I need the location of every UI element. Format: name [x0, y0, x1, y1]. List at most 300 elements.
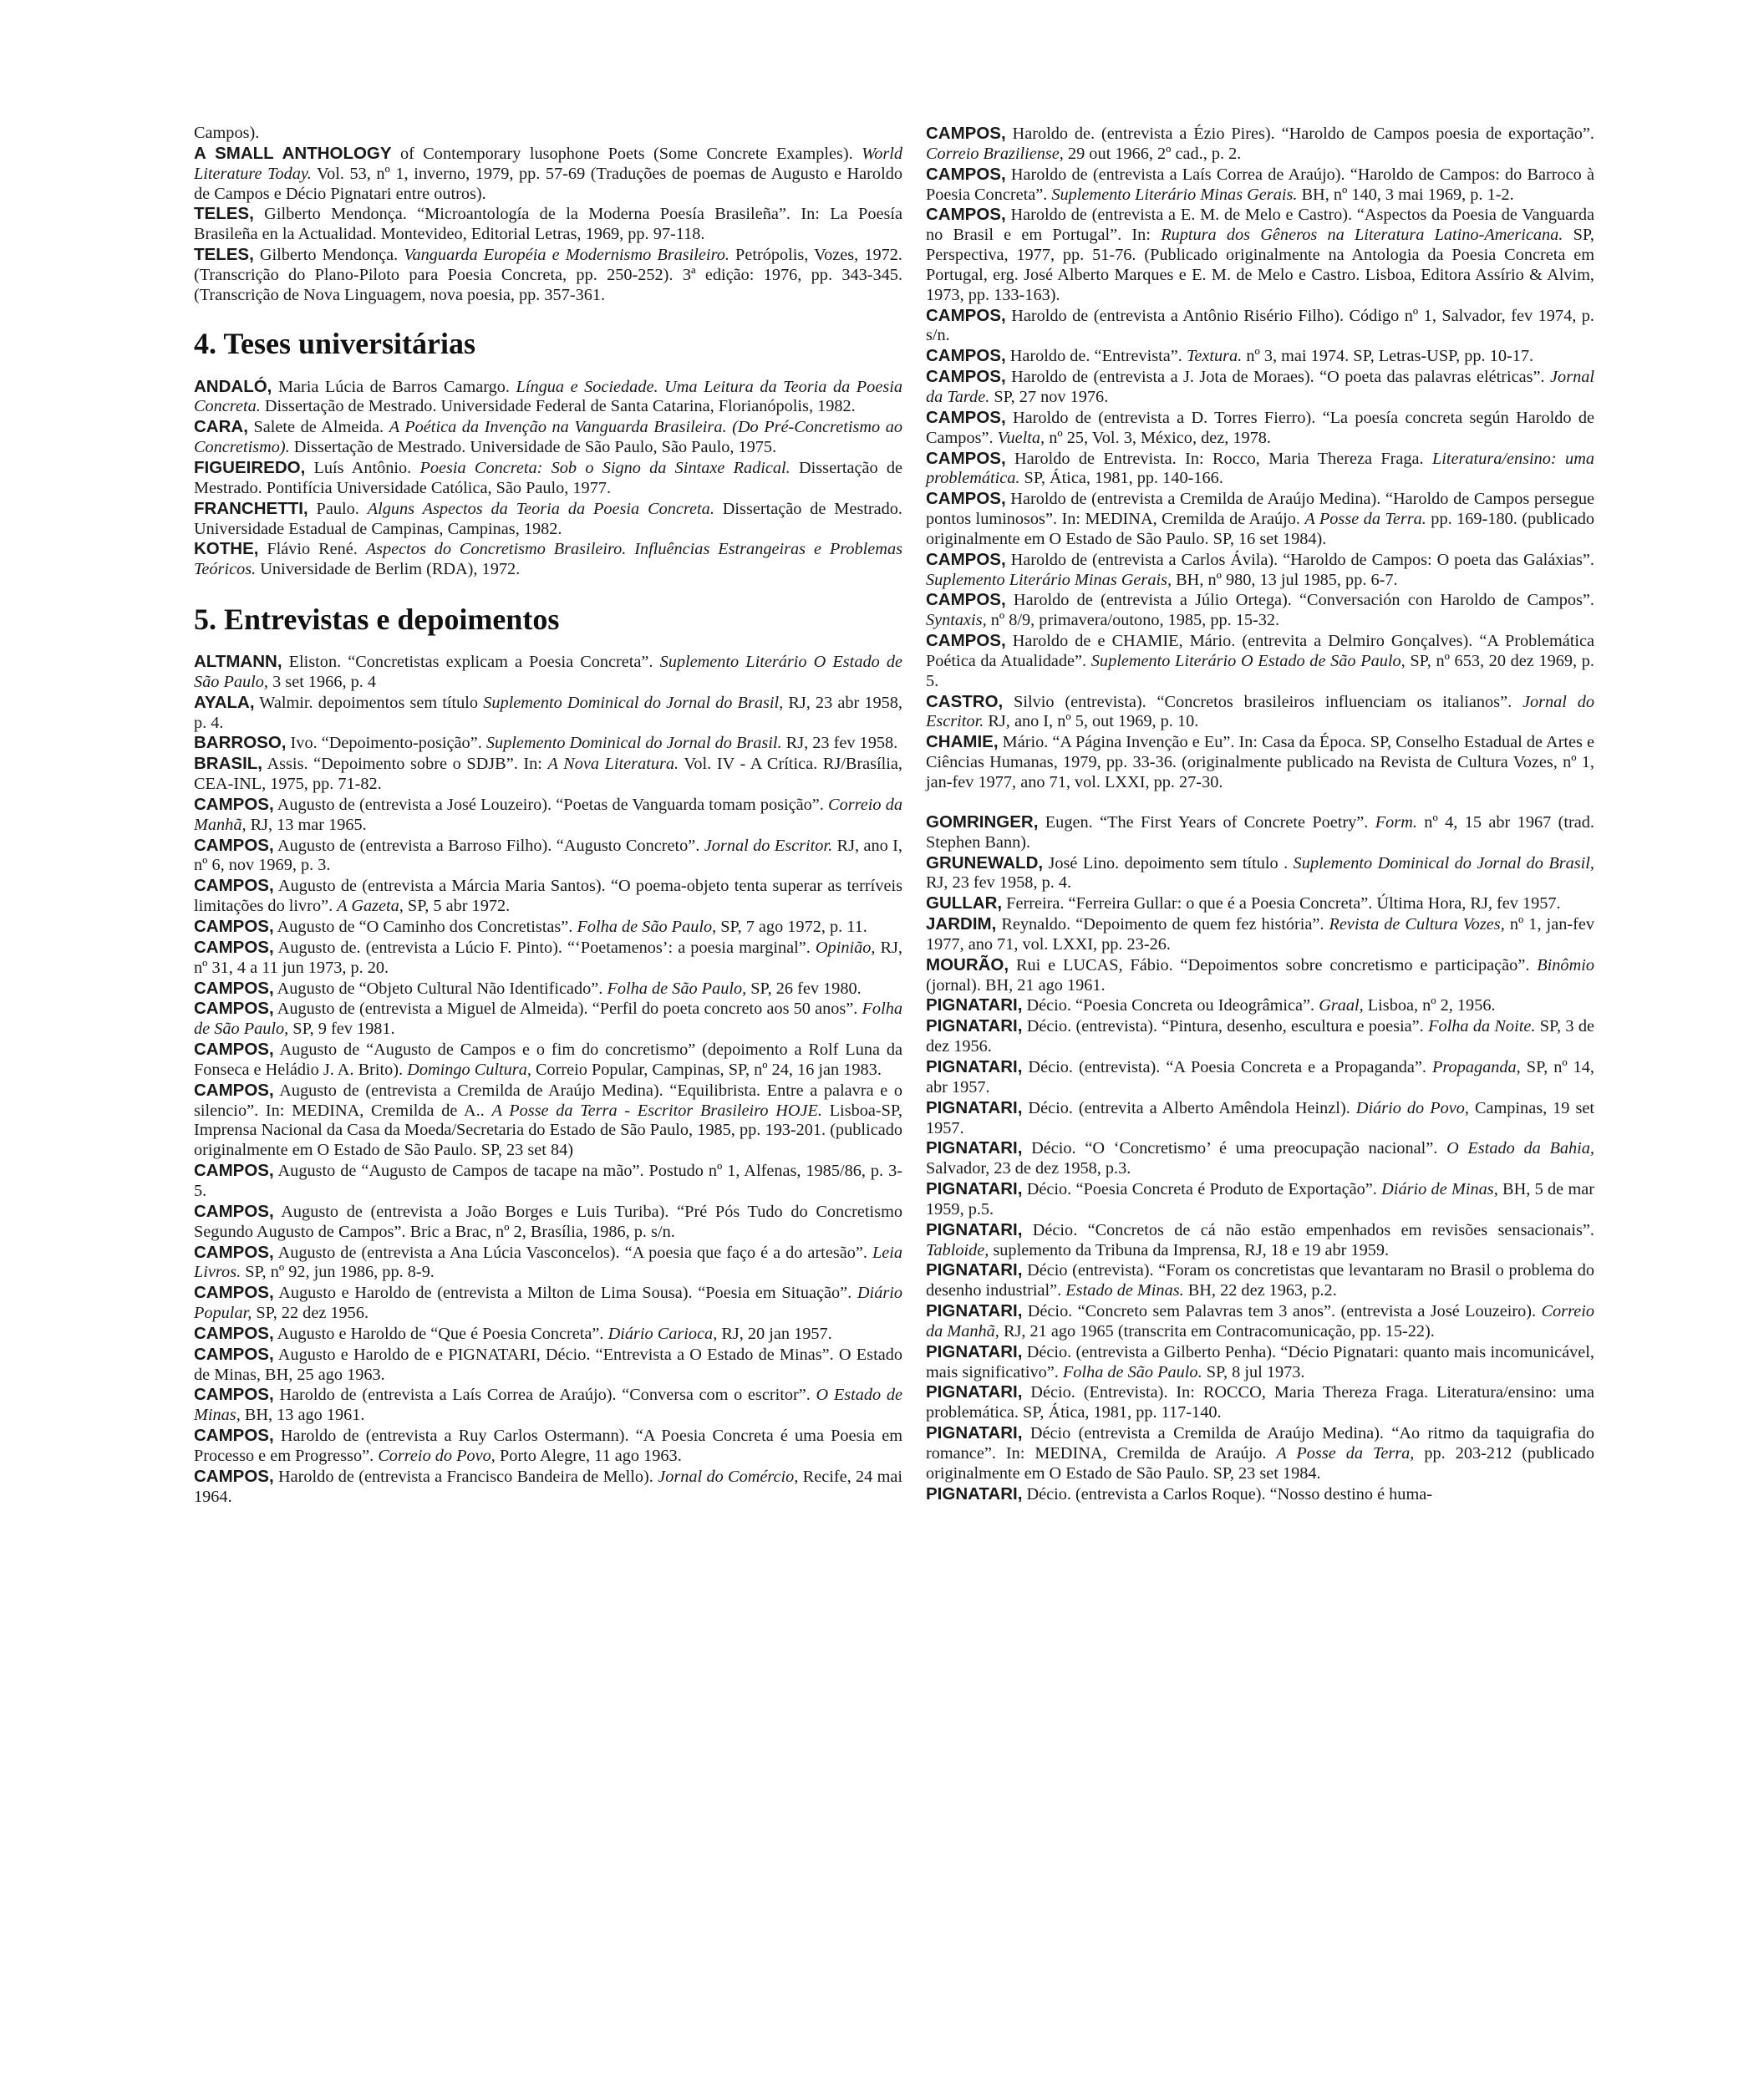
bibliography-entry — [194, 124, 902, 144]
bibliography-entry — [926, 1179, 1594, 1220]
entry-details: SP, Perspectiva, 1977, pp. 51-76. (Publicado originalmente na Antologia da Poesia Concreta em Portugal, erg. José Alberto Marques e E. M. de Melo e Castro. Lisboa, Editora Assírio & Alvim, 1973, pp. 133-163). — [926, 226, 1594, 304]
entry-details: 3 set 1966, p. 4 — [268, 672, 377, 691]
entry-text: Décio. (entrevista a Gilberto Penha). “Décio Pignatari: quanto mais incomunicável, mais significativo”. — [926, 1342, 1594, 1381]
entry-text: Augusto e Haroldo de “Que é Poesia Concreta”. — [273, 1324, 608, 1343]
entry-author: CARA, — [194, 417, 248, 437]
entry-details: SP, 26 fev 1980. — [746, 979, 862, 998]
entry-text: Augusto de (entrevista a Ana Lúcia Vasconcelos). “A poesia que faço é a do artesão”. — [273, 1243, 872, 1262]
entry-details: RJ, 23 abr 1958, p. 4. — [194, 693, 902, 732]
entry-author: CAMPOS, — [194, 1242, 274, 1262]
entry-author: CAMPOS, — [926, 205, 1006, 225]
entry-author: CAMPOS, — [194, 1161, 274, 1181]
entry-text: Haroldo de (entrevista a Júlio Ortega). “Conversación con Haroldo de Campos”. — [1005, 591, 1594, 610]
entry-author: FIGUEIREDO, — [194, 457, 306, 477]
entry-text: Décio. “Concretos de cá não estão empenhados em revisões sensacionais”. — [1022, 1220, 1594, 1239]
bibliography-entry — [194, 417, 902, 458]
entry-text: Décio (entrevista). “Foram os concretistas que levantaram no Brasil o problema do desenho industrial”. — [926, 1261, 1594, 1300]
bibliography-entry — [926, 1423, 1594, 1484]
entry-details: RJ, 21 ago 1965 (transcrita em Contracomunicação, pp. 15-22). — [999, 1321, 1435, 1341]
entry-text: Décio. (entrevista). “Pintura, desenho, escultura e poesia”. — [1022, 1017, 1429, 1036]
entry-source: Revista de Cultura Vozes, — [1329, 915, 1505, 934]
bibliography-entry — [926, 1342, 1594, 1383]
entry-details: SP, 3 de dez 1956. — [926, 1017, 1595, 1056]
entry-text: Ferreira. “Ferreira Gullar: o que é a Poesia Concreta”. Última Hora, RJ, fev 1957. — [1002, 894, 1561, 913]
entry-author: CAMPOS, — [926, 448, 1006, 468]
intro-entries — [194, 124, 902, 306]
entry-text: Décio. “O ‘Concretismo’ é uma preocupação nacional”. — [1022, 1139, 1447, 1158]
bibliography-entry — [926, 1382, 1594, 1423]
entry-author: CAMPOS, — [194, 835, 274, 855]
bibliography-entry — [194, 1040, 902, 1081]
entry-author: CAMPOS, — [194, 1385, 274, 1405]
entry-author: PIGNATARI, — [926, 1423, 1023, 1443]
entry-source: Folha de São Paulo. — [1062, 1362, 1202, 1381]
entry-source: O Estado de Minas, — [194, 1386, 902, 1425]
bibliography-entry — [194, 733, 902, 754]
bibliography-entry — [926, 692, 1594, 733]
entry-author: CAMPOS, — [194, 1283, 274, 1303]
bibliography-entry — [926, 631, 1594, 692]
bibliography-entry — [194, 999, 902, 1040]
entry-text: Augusto de “Augusto de Campos de tacape na mão”. Postudo nº 1, Alfenas, 1985/86, p. 3-5. — [194, 1162, 902, 1200]
entry-author: CAMPOS, — [194, 1344, 274, 1364]
entry-text: Mário. “A Página Invenção e Eu”. In: Casa da Época. SP, Conselho Estadual de Artes e Ciências Humanas, 1979, pp. 33-36. (originalmente publicado na Revista de Cultura Vozes, nº 1, jan-fev 1977, ano 71, vol. LXXI, pp. 27-30. — [926, 733, 1594, 791]
entry-details: Universidade de Berlim (RDA), 1972. — [256, 560, 521, 579]
entry-source: Suplemento Literário O Estado de São Paulo, — [194, 653, 902, 691]
entry-details: BH, nº 140, 3 mai 1969, p. 1-2. — [1297, 185, 1514, 204]
entry-text: Décio. “Poesia Concreta ou Ideogrâmica”. — [1022, 996, 1319, 1015]
bibliography-entry — [926, 346, 1594, 367]
entry-text: Maria Lúcia de Barros Camargo. — [272, 377, 516, 396]
entry-author: BRASIL, — [194, 754, 262, 774]
entry-text: Haroldo de (entrevista a Laís Correa de Araújo). “Conversa com o escritor”. — [273, 1386, 816, 1405]
entry-details: BH, 13 ago 1961. — [240, 1406, 365, 1425]
entry-text: Haroldo de. (entrevista a Ézio Pires). “Haroldo de Campos poesia de exportação”. — [1005, 125, 1594, 143]
entry-author: GULLAR, — [926, 893, 1003, 913]
entry-author: TELES, — [194, 204, 254, 224]
entry-text: Haroldo de. “Entrevista”. — [1005, 347, 1187, 366]
bibliography-entry — [194, 1324, 902, 1345]
entry-source: Aspectos do Concretismo Brasileiro. Influências Estrangeiras e Problemas Teóricos. — [194, 540, 902, 579]
entry-details: SP, 5 abr 1972. — [403, 897, 511, 916]
entry-text: Haroldo de (entrevista a E. M. de Melo e Castro). “Aspectos da Poesia de Vanguarda no Brasil e em Portugal”. In: — [926, 206, 1594, 245]
bibliography-entry — [194, 1426, 902, 1467]
bibliography-entry — [926, 124, 1594, 165]
entry-author: PIGNATARI, — [926, 1382, 1023, 1402]
entry-text: Assis. “Depoimento sobre o SDJB”. In: — [262, 755, 548, 774]
entry-source: Jornal da Tarde. — [926, 368, 1594, 406]
entry-text: Augusto de “O Caminho dos Concretistas”. — [273, 918, 577, 936]
entry-author: CAMPOS, — [194, 937, 274, 957]
entry-text: Haroldo de (entrevista a Cremilda de Araújo Medina). “Haroldo de Campos persegue pontos luminosos”. In: MEDINA, Cremilda de Araújo. — [926, 490, 1594, 529]
entry-source: Binômio — [1537, 955, 1594, 974]
entry-source: Folha de São Paulo, — [607, 979, 747, 998]
entrevistas-entries-continued — [926, 124, 1594, 1505]
entry-author: PIGNATARI, — [926, 1341, 1023, 1361]
entry-source: Domingo Cultura, — [407, 1060, 531, 1079]
entry-text: Augusto de (entrevista a Barroso Filho). “Augusto Concreto”. — [273, 836, 704, 855]
entry-source: A Poética da Invenção na Vanguarda Brasileira. (Do Pré-Concretismo ao Concretismo). — [194, 418, 902, 457]
entry-text: Augusto de (entrevista a Márcia Maria Santos). “O poema-objeto tenta superar as terríveis limitações do livro”. — [194, 877, 902, 916]
entry-author: CAMPOS, — [194, 1466, 274, 1486]
entry-source: Diário de Minas, — [1381, 1180, 1498, 1199]
bibliography-entry — [926, 367, 1594, 408]
entry-text: Eliston. “Concretistas explicam a Poesia Concreta”. — [282, 653, 660, 672]
entry-text: Décio. (entrevista a Carlos Roque). “Nosso destino é huma- — [1022, 1484, 1432, 1504]
bibliography-entry — [194, 938, 902, 979]
entry-details: SP, 8 jul 1973. — [1202, 1362, 1305, 1381]
entry-text: Ivo. “Depoimento-posição”. — [286, 734, 486, 753]
entry-author: PIGNATARI, — [926, 1219, 1023, 1239]
entry-author: CAMPOS, — [926, 346, 1006, 366]
entry-details: Dissertação de Mestrado. Universidade Federal de Santa Catarina, Florianópolis, 1982. — [260, 397, 856, 416]
entry-author: CAMPOS, — [926, 489, 1006, 509]
entry-details: BH, 22 dez 1963, p.2. — [1183, 1281, 1337, 1300]
bibliography-entry — [194, 1345, 902, 1386]
bibliography-entry — [926, 812, 1594, 853]
entry-text: Haroldo de Entrevista. In: Rocco, Maria Thereza Fraga. — [1005, 449, 1432, 468]
entry-source: Língua e Sociedade. Uma Leitura da Teoria da Poesia Concreta. — [194, 377, 902, 416]
entry-text: Silvio (entrevista). “Concretos brasileiros influenciam os italianos”. — [1003, 692, 1523, 711]
bibliography-entry — [194, 499, 902, 540]
section-title-teses: 4. Teses universitárias — [194, 326, 476, 360]
entry-text: Décio. (Entrevista). In: ROCCO, Maria Thereza Fraga. Literatura/ensino: uma problemática. SP, Ática, 1981, pp. 117-140. — [926, 1383, 1594, 1422]
entry-source: Correio da Manhã, — [926, 1302, 1594, 1341]
entry-details: RJ, ano I, nº 6, nov 1969, p. 3. — [194, 836, 902, 875]
bibliography-entry — [194, 1467, 902, 1508]
entry-source: Correio da Manhã, — [194, 795, 902, 834]
entry-text: Augusto de “Augusto de Campos e o fim do concretismo” (depoimento a Rolf Luna da Fonseca e Heládio J. A. Brito). — [194, 1040, 902, 1079]
bibliography-entry — [194, 836, 902, 877]
entrevistas-entries — [194, 652, 902, 1507]
entry-details: Correio Popular, Campinas, SP, nº 24, 16 jan 1983. — [531, 1060, 882, 1079]
entry-details: BH, 5 de mar 1959, p.5. — [926, 1180, 1594, 1219]
entry-author: CHAMIE, — [926, 732, 999, 752]
entry-source: Folha da Noite. — [1428, 1017, 1536, 1036]
entry-details: RJ, 20 jan 1957. — [717, 1324, 832, 1343]
bibliography-entry — [194, 1283, 902, 1324]
bibliography-entry — [926, 165, 1594, 206]
bibliography-entry — [926, 1301, 1594, 1342]
bibliography-entry — [194, 539, 902, 580]
bibliography-entry — [194, 917, 902, 938]
entry-details: BH, nº 980, 13 jul 1985, pp. 6-7. — [1172, 570, 1398, 589]
entry-text: Augusto de. (entrevista a Lúcio F. Pinto). “‘Poetamenos’: a poesia marginal”. — [273, 938, 816, 957]
entry-author: MOURÃO, — [926, 954, 1009, 974]
entry-text: Salete de Almeida. — [247, 418, 389, 437]
entry-author: KOTHE, — [194, 539, 259, 559]
bibliography-entry — [926, 1016, 1594, 1057]
entry-text: Haroldo de (entrevista a Carlos Ávila). “Haroldo de Campos: O poeta das Galáxias”. — [1005, 550, 1594, 569]
entry-source: A Posse da Terra - Escritor Brasileiro HOJE. — [491, 1101, 822, 1120]
entry-text: Augusto e Haroldo de (entrevista a Milton de Lima Sousa). “Poesia em Situação”. — [273, 1284, 857, 1303]
entry-details: pp. 203-212 (publicado originalmente em O Estado de São Paulo. SP, 23 set 1984. — [926, 1444, 1595, 1483]
entry-text: Luís Antônio. — [305, 458, 420, 477]
entry-text: José Lino. depoimento sem título . — [1043, 853, 1294, 873]
entry-details: RJ, ano I, nº 5, out 1969, p. 10. — [984, 712, 1199, 731]
entry-details: RJ, nº 31, 4 a 11 jun 1973, p. 20. — [194, 938, 902, 977]
bibliography-entry — [926, 1484, 1594, 1505]
entry-source: Literatura/ensino: uma problemática. — [926, 449, 1594, 488]
entry-author: PIGNATARI, — [926, 995, 1023, 1015]
entry-author: A SMALL ANTHOLOGY — [194, 143, 392, 163]
entry-text: Paulo. — [308, 499, 368, 518]
entry-text: Gilberto Mendonça. — [253, 246, 404, 265]
entry-author: JARDIM, — [926, 914, 997, 934]
entry-text: Augusto de “Objeto Cultural Não Identificado”. — [273, 979, 607, 998]
bibliography-entry — [194, 693, 902, 734]
entry-author: PIGNATARI, — [926, 1260, 1023, 1280]
entry-author: AYALA, — [194, 692, 255, 712]
bibliography-entry — [194, 144, 902, 205]
bibliography-entry — [926, 306, 1594, 347]
entry-source: Leia Livros. — [194, 1243, 902, 1282]
entry-text: Haroldo de (entrevista a Antônio Risério Filho). Código nº 1, Salvador, fev 1974, p. s/n. — [926, 306, 1594, 345]
entry-author: CASTRO, — [926, 691, 1004, 711]
entry-details: Dissertação de Mestrado. Universidade de São Paulo, São Paulo, 1975. — [289, 438, 777, 457]
entry-text: Haroldo de (entrevista a J. Jota de Moraes). “O poeta das palavras elétricas”. — [1005, 368, 1551, 387]
entry-spacer — [926, 793, 1594, 812]
entry-author: ANDALÓ, — [194, 376, 272, 396]
entry-text: Haroldo de (entrevista a D. Torres Fierro). “La poesía concreta según Haroldo de Campos”. — [926, 408, 1594, 447]
bibliography-entry — [194, 1202, 902, 1243]
bibliography-entry — [926, 408, 1594, 449]
bibliography-entry — [194, 652, 902, 693]
entry-details: 29 out 1966, 2º cad., p. 2. — [1063, 144, 1242, 163]
entry-source: Folha de São Paulo, — [194, 1000, 902, 1039]
section-title-entrevistas: 5. Entrevistas e depoimentos — [194, 603, 560, 637]
entry-details: Vol. IV - A Crítica. RJ/Brasília, CEA-INL, 1975, pp. 71-82. — [194, 755, 902, 794]
entry-details: Recife, 24 mai 1964. — [194, 1467, 902, 1506]
bibliography-entry — [194, 377, 902, 418]
entry-text: Haroldo de (entrevista a Laís Correa de Araújo). “Haroldo de Campos: do Barroco à Poesia Concreta”. — [926, 165, 1594, 204]
left-column — [194, 124, 902, 1507]
entry-details: Vol. 53, nº 1, inverno, 1979, pp. 57-69 (Traduções de poemas de Augusto e Haroldo de Campos e Décio Pignatari entre outros). — [194, 164, 902, 203]
entry-author: CAMPOS, — [194, 1426, 274, 1446]
entry-details: SP, 22 dez 1956. — [252, 1304, 369, 1323]
entry-source: Tabloide, — [926, 1240, 989, 1259]
entry-source: Jornal do Comércio, — [658, 1467, 799, 1486]
entry-details: SP, 7 ago 1972, p. 11. — [716, 918, 867, 936]
entry-text: Walmir. depoimentos sem título — [254, 693, 484, 712]
bibliography-entry — [926, 449, 1594, 490]
bibliography-entry — [926, 489, 1594, 550]
entry-author: CAMPOS, — [194, 876, 274, 896]
entry-source: A Posse da Terra. — [1304, 510, 1426, 529]
entry-author: CAMPOS, — [194, 794, 274, 814]
entry-text: Décio (entrevista a Cremilda de Araújo Medina). “Ao ritmo da taquigrafia do romance”. In: MEDINA, Cremilda de Araújo. — [926, 1424, 1594, 1463]
entry-source: A Gazeta, — [337, 897, 404, 916]
bibliography-entry — [926, 1057, 1594, 1098]
teses-entries — [194, 377, 902, 580]
entry-source: Jornal do Escritor. — [926, 692, 1595, 731]
entry-author: PIGNATARI, — [926, 1138, 1023, 1158]
entry-text: Décio. “Poesia Concreta é Produto de Exportação”. — [1022, 1180, 1382, 1199]
right-column — [926, 124, 1594, 1505]
bibliography-entry — [926, 893, 1594, 914]
entry-details: (jornal). BH, 21 ago 1961. — [926, 975, 1106, 995]
entry-details: SP, nº 14, abr 1957. — [926, 1057, 1594, 1096]
entry-author: CAMPOS, — [926, 124, 1006, 143]
entry-source: Textura. — [1186, 347, 1243, 366]
entry-source: World Literature Today. — [194, 144, 903, 183]
entry-details: SP, Ática, 1981, pp. 140-166. — [1019, 469, 1223, 488]
entry-source: Ruptura dos Gêneros na Literatura Latino-Americana. — [1161, 226, 1563, 245]
bibliography-entry — [194, 1161, 902, 1202]
bibliography-entry — [194, 1243, 902, 1284]
entry-text: Décio. “Concreto sem Palavras tem 3 anos”. (entrevista a José Louzeiro). — [1022, 1302, 1542, 1321]
entry-text: Augusto e Haroldo de e PIGNATARI, Décio. “Entrevista a O Estado de Minas”. O Estado de Minas, BH, 25 ago 1963. — [194, 1345, 902, 1384]
entry-source: Jornal do Escritor. — [704, 836, 833, 855]
entry-details: SP, 27 nov 1976. — [989, 387, 1109, 406]
entry-author: CAMPOS, — [194, 1201, 274, 1221]
bibliography-entry — [926, 732, 1594, 793]
bibliography-entry — [926, 590, 1594, 631]
entry-author: CAMPOS, — [194, 978, 274, 998]
entry-author: CAMPOS, — [194, 1323, 274, 1343]
bibliography-entry — [194, 979, 902, 1000]
entry-text: Eugen. “The First Years of Concrete Poetry”. — [1038, 812, 1375, 832]
entry-author: CAMPOS, — [194, 999, 274, 1019]
entry-author: CAMPOS, — [926, 367, 1006, 387]
bibliography-entry — [194, 458, 902, 499]
entry-details: Porto Alegre, 11 ago 1963. — [495, 1446, 682, 1465]
entry-source: Suplemento Literário O Estado de São Paulo, — [1090, 651, 1406, 670]
entry-source: Propaganda, — [1432, 1057, 1521, 1076]
entry-author: CAMPOS, — [926, 631, 1006, 651]
entry-source: Correio do Povo, — [378, 1446, 496, 1465]
entry-details: RJ, 13 mar 1965. — [246, 815, 367, 834]
entry-author: GOMRINGER, — [926, 812, 1039, 832]
entry-author: PIGNATARI, — [926, 1483, 1023, 1504]
entry-author: PIGNATARI, — [926, 1097, 1023, 1117]
entry-author: PIGNATARI, — [926, 1179, 1023, 1199]
bibliography-entry — [926, 1260, 1594, 1301]
entry-source: A Posse da Terra, — [1276, 1444, 1415, 1463]
entry-author: CAMPOS, — [194, 917, 274, 936]
entry-details: Lisboa-SP, Imprensa Nacional da Casa da Moeda/Secretaria do Estado de São Paulo, 1985, pp. 193-201. (publicado originalmente em O Estado de São Paulo. SP, 23 set 84) — [194, 1101, 903, 1160]
entry-author: ALTMANN, — [194, 652, 282, 672]
entry-details: RJ, 23 fev 1958, p. 4. — [926, 873, 1072, 893]
entry-author: TELES, — [194, 245, 254, 265]
bibliography-entry — [194, 876, 902, 917]
entry-author: CAMPOS, — [194, 1040, 274, 1060]
entry-text: Rui e LUCAS, Fábio. “Depoimentos sobre concretismo e participação”. — [1009, 955, 1538, 974]
entry-details: Petrópolis, Vozes, 1972. (Transcrição do Plano-Piloto para Poesia Concreta, pp. 250-252). 3ª edição: 1976, pp. 343-345. (Transcrição de Nova Linguagem, nova poesia, pp. 357-361. — [194, 246, 902, 304]
entry-source: Poesia Concreta: Sob o Signo da Sintaxe Radical. — [419, 458, 790, 477]
entry-source: Suplemento Dominical do Jornal do Brasil, — [1293, 853, 1594, 873]
entry-details: nº 25, Vol. 3, México, dez, 1978. — [1045, 428, 1272, 447]
entry-details: Dissertação de Mestrado. Universidade Estadual de Campinas, Campinas, 1982. — [194, 499, 902, 538]
entry-source: Folha de São Paulo, — [577, 918, 717, 936]
entry-text: Flávio René. — [258, 540, 366, 559]
bibliography-entry — [926, 914, 1594, 955]
entry-text: Campos). — [194, 124, 260, 142]
bibliography-entry — [926, 853, 1594, 894]
entry-details: nº 3, mai 1974. SP, Letras-USP, pp. 10-17. — [1242, 347, 1534, 366]
entry-text: Augusto de (entrevista a João Borges e Luis Turiba). “Pré Pós Tudo do Concretismo Segundo Augusto de Campos”. Bric a Brac, nº 2, Brasília, 1986, p. s/n. — [194, 1202, 902, 1241]
entry-source: Diário Popular, — [194, 1284, 902, 1323]
entry-details: SP, nº 92, jun 1986, pp. 8-9. — [241, 1263, 435, 1282]
entry-source: Diário Carioca, — [607, 1324, 718, 1343]
bibliography-entry — [194, 754, 902, 795]
entry-author: CAMPOS, — [926, 407, 1006, 427]
entry-source: Estado de Minas. — [1065, 1281, 1184, 1300]
entry-source: Graal, — [1319, 996, 1364, 1015]
entry-text: of Contemporary lusophone Poets (Some Concrete Examples). — [391, 144, 862, 163]
entry-details: nº 8/9, primavera/outono, 1985, pp. 15-32. — [986, 611, 1280, 630]
entry-source: O Estado da Bahia, — [1446, 1139, 1594, 1158]
entry-author: CAMPOS, — [926, 590, 1006, 610]
entry-details: SP, 9 fev 1981. — [288, 1020, 395, 1039]
bibliography-entry — [194, 245, 902, 306]
entry-details: suplemento da Tribuna da Imprensa, RJ, 18 e 19 abr 1959. — [989, 1240, 1390, 1259]
entry-author: BARROSO, — [194, 733, 287, 753]
entry-source: Suplemento Dominical do Jornal do Brasil, — [483, 693, 784, 712]
bibliography-entry — [926, 995, 1594, 1016]
bibliography-entry — [194, 1081, 902, 1161]
entry-text: Gilberto Mendonça. “Microantología de la Moderna Poesía Brasileña”. In: La Poesía Brasileña en la Actualidad. Montevideo, Editorial Letras, 1969, pp. 97-118. — [194, 205, 902, 244]
entry-source: Suplemento Literário Minas Gerais, — [926, 570, 1172, 589]
entry-details: pp. 169-180. (publicado originalmente em O Estado de São Paulo. SP, 16 set 1984). — [926, 510, 1594, 548]
entry-details: Dissertação de Mestrado. Pontifícia Universidade Católica, São Paulo, 1977. — [194, 458, 902, 497]
entry-source: Diário do Povo, — [1355, 1098, 1469, 1117]
entry-details: nº 4, 15 abr 1967 (trad. Stephen Bann). — [926, 812, 1594, 852]
bibliography-entry — [194, 795, 902, 836]
entry-text: Haroldo de (entrevista a Francisco Bandeira de Mello). — [273, 1467, 658, 1486]
entry-details: Lisboa, nº 2, 1956. — [1363, 996, 1496, 1015]
entry-author: CAMPOS, — [926, 164, 1006, 184]
entry-source: Suplemento Literário Minas Gerais. — [1051, 185, 1298, 204]
entry-source: Suplemento Dominical do Jornal do Brasil. — [485, 734, 782, 753]
entry-author: CAMPOS, — [926, 549, 1006, 569]
entry-author: PIGNATARI, — [926, 1056, 1023, 1076]
bibliography-entry — [926, 205, 1594, 305]
entry-author: PIGNATARI, — [926, 1301, 1023, 1321]
entry-author: CAMPOS, — [926, 305, 1006, 325]
entry-text: Augusto de (entrevista a José Louzeiro). “Poetas de Vanguarda tomam posição”. — [273, 795, 829, 814]
entry-details: SP, nº 653, 20 dez 1969, p. 5. — [926, 651, 1594, 690]
bibliography-entry — [194, 1385, 902, 1426]
bibliography-entry — [926, 550, 1594, 591]
bibliography-entry — [926, 955, 1594, 996]
entry-details: nº 1, jan-fev 1977, ano 71, vol. LXXI, pp. 23-26. — [926, 915, 1594, 954]
entry-text: Haroldo de e CHAMIE, Mário. (entrevita a Delmiro Gonçalves). “A Problemática Poética da Atualidade”. — [926, 632, 1594, 670]
entry-text: Augusto de (entrevista a Miguel de Almeida). “Perfil do poeta concreto aos 50 anos”. — [273, 1000, 862, 1019]
entry-text: Haroldo de (entrevista a Ruy Carlos Ostermann). “A Poesia Concreta é uma Poesia em Processo e em Progresso”. — [194, 1427, 902, 1465]
entry-source: Correio Braziliense, — [926, 144, 1064, 163]
entry-author: GRUNEWALD, — [926, 852, 1044, 873]
entry-source: Opinião, — [815, 938, 876, 957]
entry-author: FRANCHETTI, — [194, 498, 308, 518]
bibliography-entry — [194, 204, 902, 245]
bibliography-entry — [926, 1098, 1594, 1139]
entry-source: Vanguarda Européia e Modernismo Brasileiro. — [404, 246, 729, 265]
entry-source: A Nova Literatura. — [547, 755, 679, 774]
entry-author: CAMPOS, — [194, 1080, 274, 1100]
entry-text: Décio. (entrevista). “A Poesia Concreta e a Propaganda”. — [1022, 1057, 1433, 1076]
entry-source: Form. — [1375, 812, 1417, 832]
entry-details: Campinas, 19 set 1957. — [926, 1098, 1594, 1137]
entry-source: Vuelta, — [997, 428, 1045, 447]
entry-details: RJ, 23 fev 1958. — [781, 734, 898, 753]
bibliography-entry — [926, 1220, 1594, 1261]
entry-details: Salvador, 23 de dez 1958, p.3. — [926, 1159, 1131, 1178]
bibliography-entry — [926, 1138, 1594, 1179]
entry-author: PIGNATARI, — [926, 1016, 1023, 1036]
entry-text: Décio. (entrevita a Alberto Amêndola Heinzl). — [1022, 1098, 1356, 1117]
entry-text: Reynaldo. “Depoimento de quem fez história”. — [996, 915, 1329, 934]
